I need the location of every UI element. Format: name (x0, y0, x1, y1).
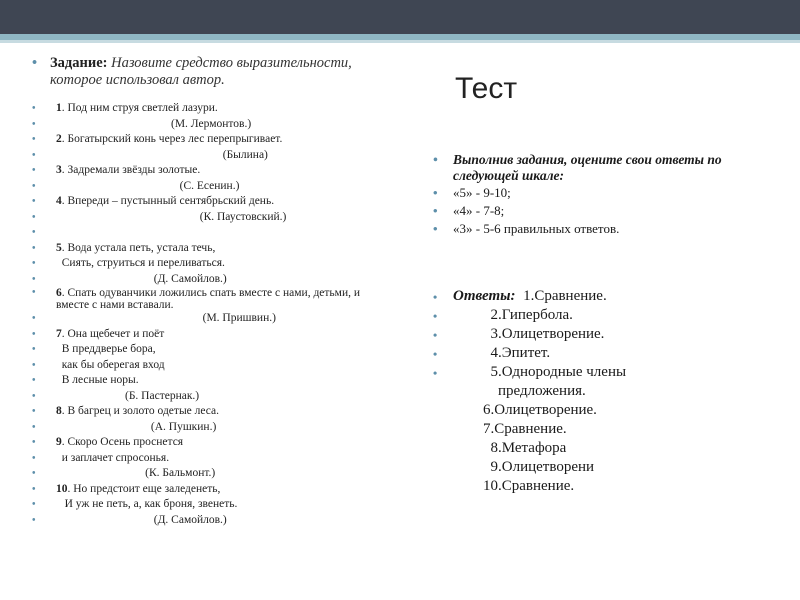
exercise-text: (Б. Пастернак.) (56, 389, 200, 402)
exercise-line (32, 256, 377, 272)
top-banner (0, 0, 800, 34)
exercise-line (32, 225, 377, 241)
exercise-number: 7 (56, 327, 62, 340)
grading-head-text: Выполнив задания, оцените свои ответы по следующей шкале: (453, 152, 722, 183)
exercise-line (32, 466, 377, 482)
answer-text: 5.Однородные члены (453, 364, 627, 380)
exercise-line (32, 163, 377, 179)
bullet-icon: • (433, 290, 438, 304)
bullet-icon: • (32, 118, 36, 130)
exercise-line (32, 117, 377, 133)
exercise-number: 10 (56, 482, 68, 495)
exercise-number: 1 (56, 102, 62, 114)
bullet-icon: • (32, 196, 36, 207)
grading-head (433, 152, 763, 184)
exercise-number: 8 (56, 405, 62, 417)
bullet-icon: • (32, 180, 36, 192)
exercise-line (32, 311, 377, 327)
bullet-icon: • (32, 273, 36, 285)
grading-item (433, 220, 763, 238)
grading-item-text: «4» - 7-8; (453, 203, 505, 218)
exercise-text: как бы оберегая вход (56, 358, 165, 371)
exercise-text: . Вода устала петь, устала течь, (61, 241, 216, 254)
exercise-text: и заплачет спросонья. (56, 451, 170, 464)
exercise-text: (Д. Самойлов.) (56, 272, 227, 285)
bullet-icon: • (32, 421, 36, 433)
bullet-icon: • (433, 152, 438, 167)
answer-text: 4.Эпитет. (453, 345, 551, 361)
exercise-text: (К. Паустовский.) (56, 210, 287, 223)
exercise-text: . Задремали звёзды золотые. (61, 164, 201, 176)
answer-item (433, 439, 763, 458)
exercise-text: (С. Есенин.) (56, 179, 240, 192)
bullet-icon: • (32, 406, 36, 417)
exercise-line (32, 435, 377, 451)
bullet-icon: • (32, 452, 36, 464)
exercise-text: (К. Бальмонт.) (56, 467, 216, 479)
answer-item (433, 401, 763, 420)
exercise-number: 5 (56, 241, 62, 254)
exercise-line (32, 272, 377, 288)
answer-item (433, 477, 763, 496)
task-label: Задание: (50, 55, 108, 71)
answer-text: 1.Сравнение. (515, 288, 607, 304)
bullet-icon: • (32, 390, 36, 402)
exercise-text: . Под ним струя светлей лазури. (61, 102, 218, 114)
answer-item (433, 382, 763, 401)
answer-text: 7.Сравнение. (453, 421, 567, 437)
exercise-number: 3 (56, 164, 62, 176)
exercise-line (32, 179, 377, 195)
bullet-icon: • (32, 103, 36, 114)
answer-text: предложения. (453, 383, 586, 399)
grading-scale (433, 152, 763, 238)
exercise-line (32, 287, 377, 311)
answer-item (433, 344, 763, 363)
exercise-text: . Она щебечет и поёт (61, 327, 165, 340)
exercise-text: . В багрец и золото одетые леса. (61, 405, 219, 417)
answers-label: Ответы: (453, 288, 516, 304)
grading-item (433, 184, 763, 202)
bullet-icon: • (433, 221, 438, 236)
exercise-line (32, 373, 377, 389)
bullet-icon: • (32, 227, 36, 238)
answer-item (433, 420, 763, 439)
exercise-line (32, 420, 377, 436)
answer-item (433, 325, 763, 344)
bullet-icon: • (32, 344, 36, 355)
exercise-number: 9 (56, 436, 62, 448)
bullet-icon: • (32, 499, 36, 510)
bullet-icon: • (32, 375, 36, 386)
exercise-line (32, 513, 377, 529)
task-instruction (32, 55, 377, 89)
answer-item (433, 306, 763, 325)
exercise-number: 6 (56, 287, 62, 299)
exercise-line (32, 194, 377, 210)
bullet-icon: • (32, 134, 36, 145)
exercise-text: И уж не петь, а, как броня, звенеть. (56, 498, 238, 510)
exercise-text: Сиять, струиться и переливаться. (56, 257, 225, 269)
exercise-text: (М. Лермонтов.) (56, 117, 252, 130)
bullet-icon: • (32, 242, 36, 254)
exercise-text: В лесные норы. (56, 374, 139, 386)
exercise-list (32, 101, 377, 528)
answer-text: 2.Гипербола. (453, 307, 573, 323)
exercise-number: 2 (56, 133, 62, 145)
exercise-line (32, 210, 377, 226)
bullet-icon: • (433, 328, 438, 342)
top-light-strip (0, 40, 800, 43)
bullet-icon: • (433, 366, 438, 380)
exercise-line (32, 241, 377, 257)
exercise-text: . Спать одуванчики ложились спать вместе с нами, детьми, и вместе с нами вставали. (56, 287, 361, 311)
grading-item (433, 202, 763, 220)
exercise-line (32, 358, 377, 374)
bullet-icon: • (32, 359, 36, 371)
bullet-icon: • (32, 313, 36, 324)
exercise-line (32, 327, 377, 343)
grading-item-text: «3» - 5-6 правильных ответов. (453, 221, 620, 236)
exercise-line (32, 451, 377, 467)
bullet-icon: • (32, 149, 36, 161)
bullet-icon: • (32, 165, 36, 176)
answer-text: 9.Олицетворени (453, 459, 595, 475)
exercise-text: . Богатырский конь через лес перепрыгивает. (61, 133, 283, 145)
tasks-column (32, 55, 377, 528)
bullet-icon: • (32, 287, 36, 298)
bullet-icon: • (433, 185, 438, 200)
exercise-line (32, 101, 377, 117)
bullet-icon: • (32, 514, 36, 526)
answer-item (433, 287, 763, 306)
exercise-text: . Скоро Осень проснется (61, 436, 184, 448)
bullet-icon: • (433, 347, 438, 361)
exercise-text: . Впереди – пустынный сентябрьский день. (61, 195, 275, 207)
bullet-icon: • (32, 328, 36, 340)
answer-text: 10.Сравнение. (453, 478, 575, 494)
slide-title: Тест (455, 72, 518, 105)
exercise-line (32, 404, 377, 420)
bullet-icon: • (32, 468, 36, 479)
task-text: Назовите средство выразительности, которое использовал автор. (50, 55, 352, 88)
grading-item-text: «5» - 9-10; (453, 185, 511, 200)
answer-text: 8.Метафора (453, 440, 567, 456)
exercise-line (32, 132, 377, 148)
exercise-line (32, 148, 377, 164)
exercise-text: . Но предстоит еще заледенеть, (67, 482, 221, 495)
exercise-text: (А. Пушкин.) (56, 420, 217, 433)
exercise-line (32, 497, 377, 513)
exercise-line (32, 482, 377, 498)
exercise-line (32, 389, 377, 405)
answer-item (433, 458, 763, 477)
bullet-icon: • (32, 211, 36, 223)
bullet-icon: • (433, 203, 438, 218)
answer-text: 3.Олицетворение. (453, 326, 605, 342)
exercise-line (32, 342, 377, 358)
bullet-icon: • (32, 483, 36, 495)
answers-list (433, 287, 763, 496)
exercise-text: В преддверье бора, (56, 343, 156, 355)
exercise-text: (Д. Самойлов.) (56, 513, 227, 526)
bullet-icon: • (32, 437, 36, 448)
bullet-icon: • (433, 309, 438, 323)
exercise-text: (М. Пришвин.) (56, 312, 276, 324)
exercise-number: 4 (56, 195, 62, 207)
answer-text: 6.Олицетворение. (453, 402, 597, 418)
exercise-text: (Былина) (56, 148, 268, 161)
bullet-icon: • (32, 258, 36, 269)
bullet-icon: • (32, 55, 38, 71)
answer-item (433, 363, 763, 382)
